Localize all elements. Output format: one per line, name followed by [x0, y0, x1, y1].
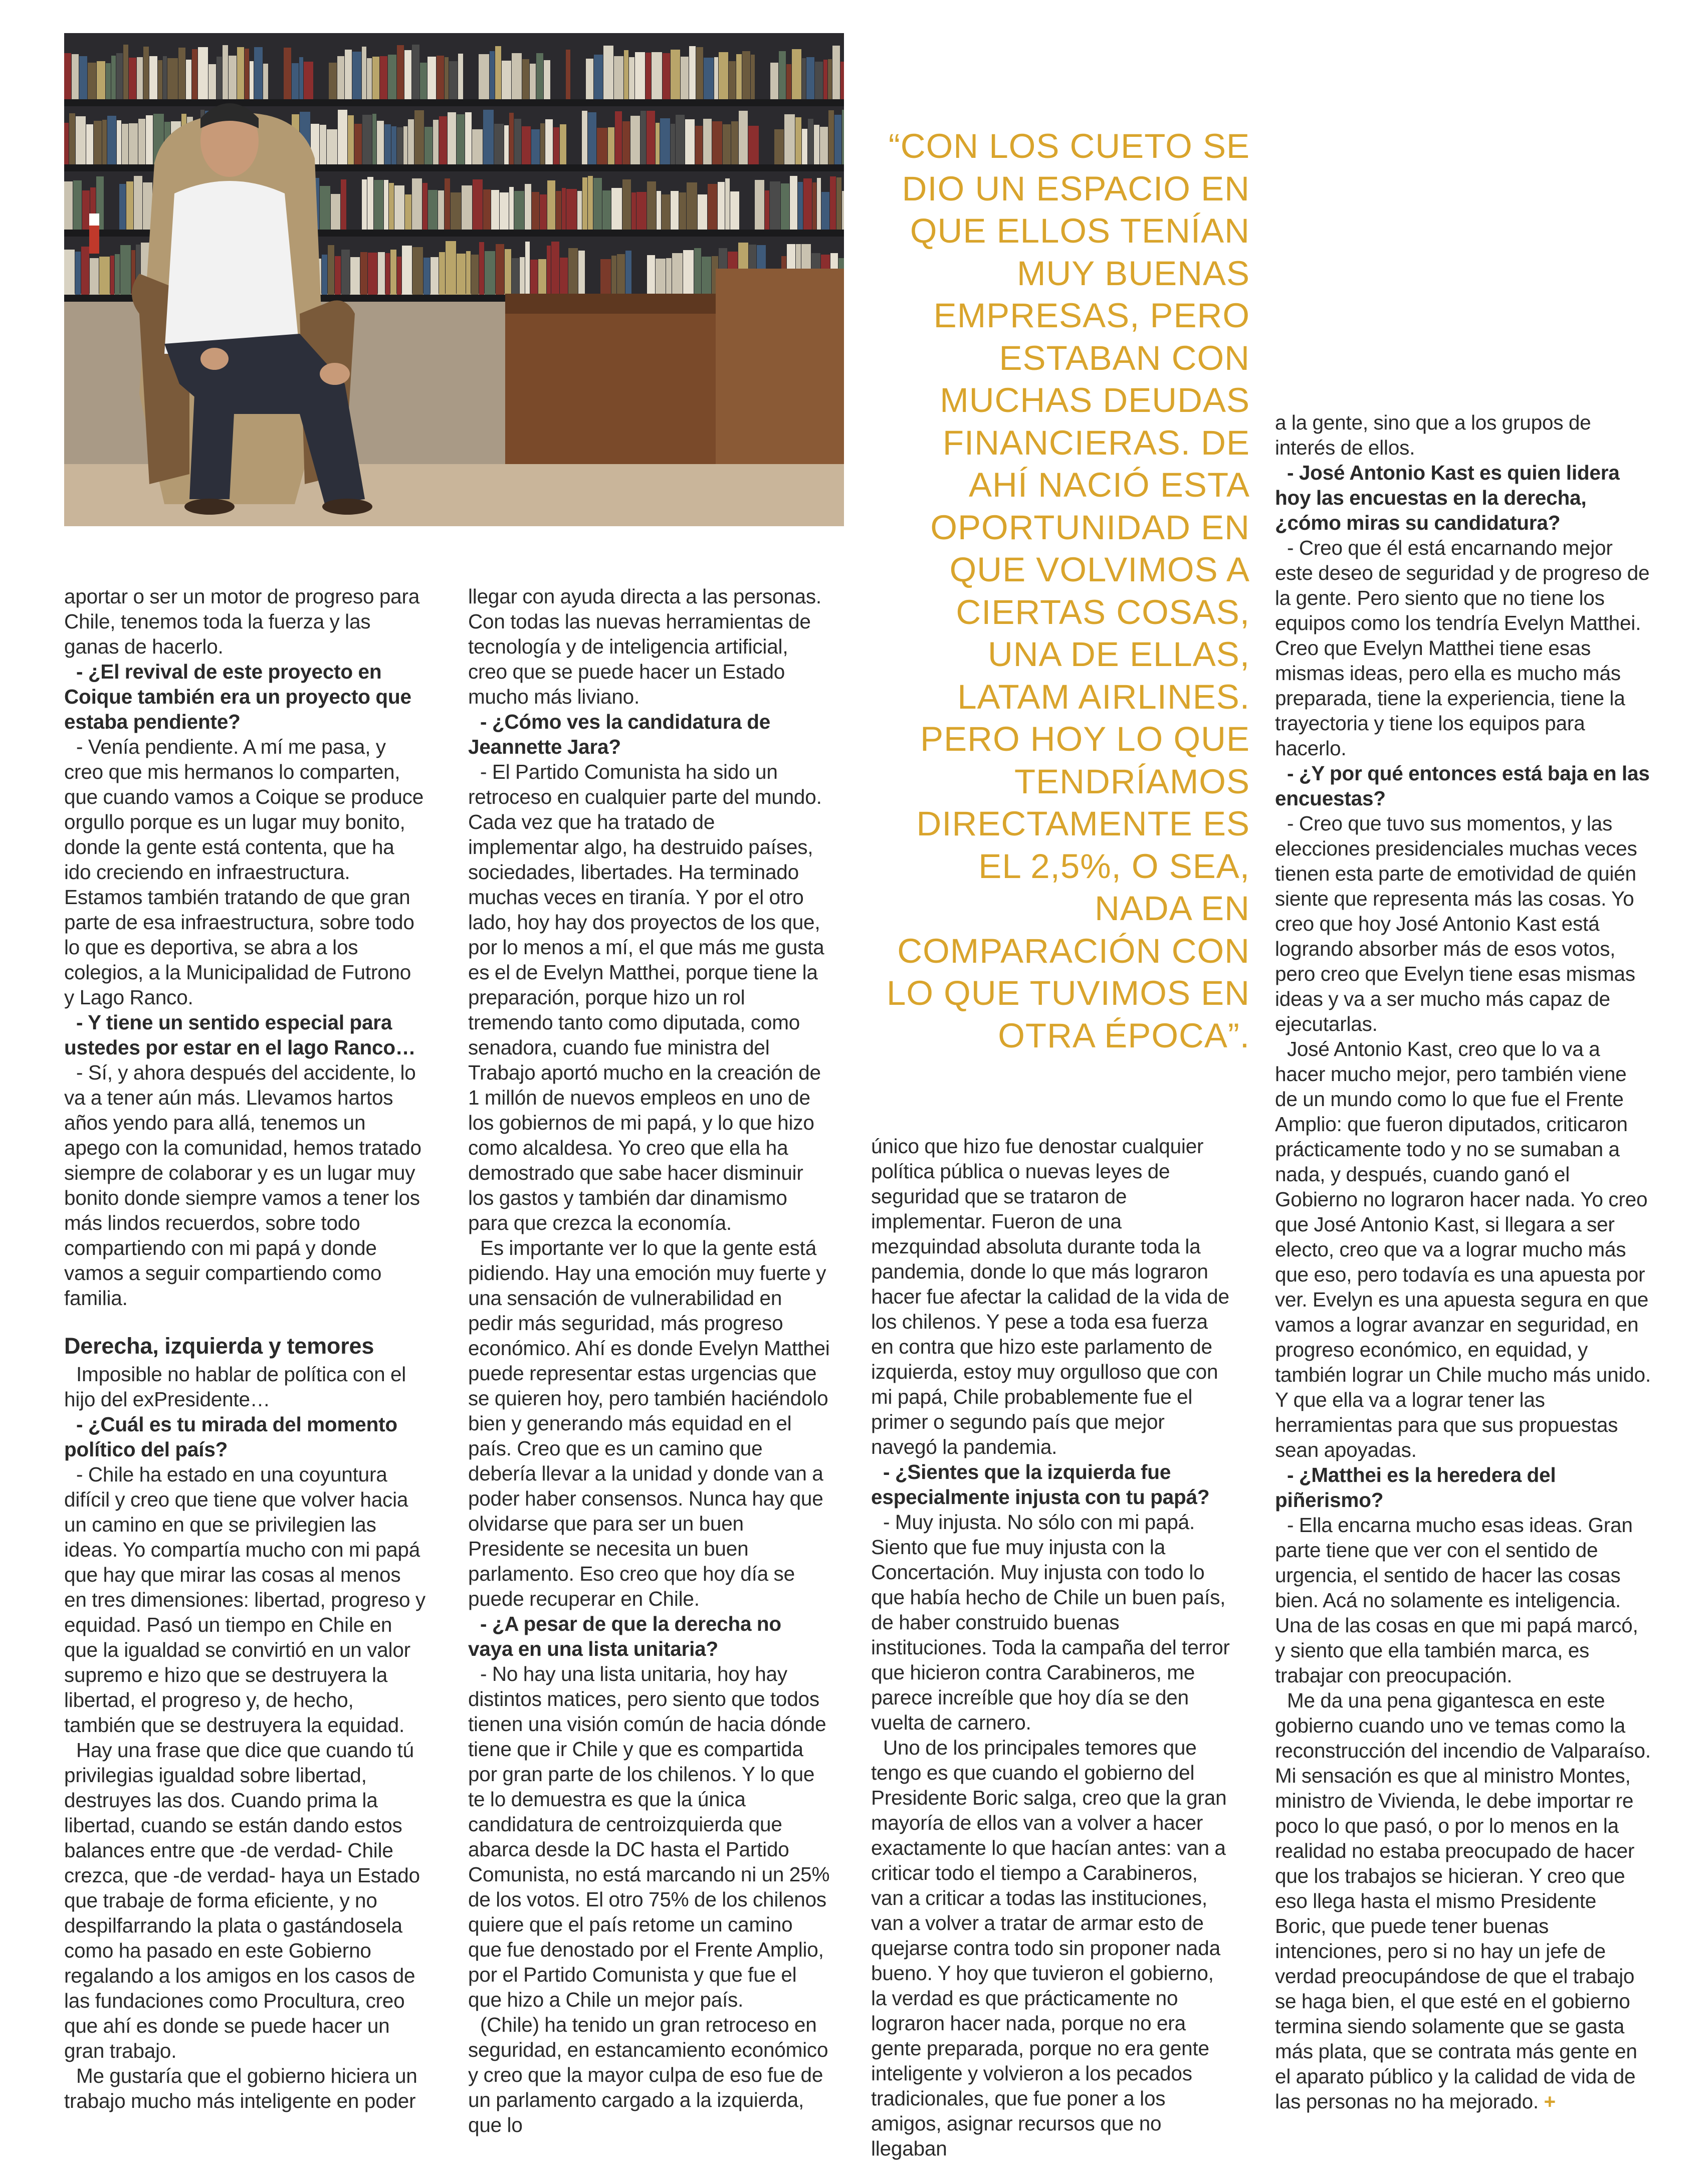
question: - ¿A pesar de que la derecha no vaya en una lista unitaria? [468, 1612, 781, 1660]
answer: - Sí, y ahora después del accidente, lo va a tener aún más. Llevamos hartos años yendo para allá, tenemos un apego con la comunidad, hemos tratado siempre de colaborar y es un lugar muy bonito donde siempre vamos a tener los más lindos recuerdos, sobre todo compartiendo con mi papá y donde vamos a seguir compartiendo como familia. [64, 1061, 421, 1310]
answer: - Muy injusta. No sólo con mi papá. Siento que fue muy injusta con la Concertación. Muy injusta con todo lo que había hecho de Chile un buen país, de haber construido buenas instituciones. Toda la campaña del terror que hicieron contra Carabineros, me parece increíble que hoy día se den vuelta de carnero. [871, 1510, 1230, 1734]
paragraph: Me gustaría que el gobierno hiciera un trabajo mucho más inteligente en poder [64, 2064, 417, 2112]
paragraph: Imposible no hablar de política con el hijo del exPresidente… [64, 1363, 406, 1411]
answer: - Creo que él está encarnando mejor este deseo de seguridad y de progreso de la gente. Pero siento que no tiene los equipos como los tendría Evelyn Matthei. Creo que Evelyn Matthei tiene esas mismas ideas, pero ella es mucho más preparada, tiene la experiencia, tiene la trayectoria y tiene los equipos para hacerlo. [1275, 536, 1650, 760]
article-column-4 [1275, 410, 1652, 2114]
question: - ¿Y por qué entonces está baja en las encuestas? [1275, 762, 1650, 810]
article-column-1 [64, 584, 426, 2113]
paragraph: Es importante ver lo que la gente está pidiendo. Hay una emoción muy fuerte y una sensación de vulnerabilidad en pedir más seguridad, más progreso económico. Ahí es donde Evelyn Matthei puede representar estas urgencias que se quieren hoy, pero también haciéndolo bien y generando más equidad en el país. Creo que es un camino que debería llevar a la unidad y donde van a poder haber consensos. Nunca hay que olvidarse que para ser un buen Presidente se necesita un buen parlamento. Eso creo que hoy día se puede recuperar en Chile. [468, 1236, 830, 1610]
paragraph: Hay una frase que dice que cuando tú privilegias igualdad sobre libertad, destruyes las dos. Cuando prima la libertad, cuando se están dando estos balances entre que -de verdad- Chile crezca, que -de verdad- haya un Estado que trabaje de forma eficiente, y no despilfarrando la plata o gastándosela como ha pasado en este Gobierno regalando a los amigos en los casos de las fundaciones como Procultura, creo que ahí es donde se puede hacer un gran trabajo. [64, 1739, 420, 2062]
paragraph: llegar con ayuda directa a las personas. Con todas las nuevas herramientas de tecnología y de inteligencia artificial, creo que se puede hacer un Estado mucho más liviano. [468, 585, 821, 708]
paragraph-text: Me da una pena gigantesca en este gobierno cuando uno ve temas como la reconstrucción del incendio de Valparaíso. Mi sensación es que al ministro Montes, ministro de Vivienda, le debe importar re poco lo que pasó, o por lo menos en la realidad no estaba preocupado de hacer que los trabajos se hicieran. Y creo que eso llega hasta el mismo Presidente Boric, que puede tener buenas intenciones, pero si no hay un jefe de verdad preocupándose de que el trabajo se haga bien, el que esté en el gobierno termina siendo solamente que se gasta más plata, que se contrata más gente en el aparato público y la calidad de vida de las personas no ha mejorado. [1275, 1689, 1651, 2113]
article-photo [64, 33, 844, 526]
pull-quote: “CON LOS CUETO SE DIO UN ESPACIO EN QUE ELLOS TENÍAN MUY BUENAS EMPRESAS, PERO ESTABAN CON MUCHAS DEUDAS FINANCIERAS. DE AHÍ NACIÓ ESTA OPORTUNIDAD EN QUE VOLVIMOS A CIERTAS COSAS, UNA DE ELLAS, LATAM AIRLINES. PERO HOY LO QUE TENDRÍAMOS DIRECTAMENTE ES EL 2,5%, O SEA, NADA EN COMPARACIÓN CON LO QUE TUVIMOS EN OTRA ÉPOCA”. [886, 127, 1250, 1055]
article-column-2 [468, 584, 830, 2137]
answer: - No hay una lista unitaria, hoy hay distintos matices, pero siento que todos tienen una visión común de hacia dónde tiene que ir Chile y que es compartida por gran parte de los chilenos. Y lo que te lo demuestra es que la única candidatura de centroizquierda que abarca desde la DC hasta el Partido Comunista, no está marcando ni un 25% de los votos. El otro 75% de los chilenos quiere que el país retome un camino que fue denostado por el Frente Amplio, por el Partido Comunista y que fue el que hizo a Chile un mejor país. [468, 1662, 830, 2011]
paragraph: Uno de los principales temores que tengo es que cuando el gobierno del Presidente Boric salga, creo que la gran mayoría de ellos van a volver a hacer exactamente lo que hacían antes: van a criticar todo el tiempo a Carabineros, van a criticar a todas las instituciones, van a volver a tratar de armar esto de quejarse contra todo sin proponer nada bueno. Y hoy que tuvieron el gobierno, la verdad es que prácticamente no lograron hacer nada, porque no era gente preparada, porque no era gente inteligente y volvieron a los pecados tradicionales, que fue poner a los amigos, asignar recursos que no llegaban [871, 1736, 1227, 2160]
question: - Y tiene un sentido especial para ustedes por estar en el lago Ranco… [64, 1011, 416, 1059]
paragraph: José Antonio Kast, creo que lo va a hacer mucho mejor, pero también viene de un mundo como lo que fue el Frente Amplio: que fueron diputados, criticaron prácticamente todo y no se sumaban a nada, y después, cuando ganó el Gobierno no lograron hacer nada. Yo creo que José Antonio Kast, si llegara a ser electo, creo que va a lograr mucho más que eso, pero todavía es una apuesta por ver. Evelyn es una apuesta segura en que vamos a lograr avanzar en seguridad, en progreso económico, en equidad, y también lograr un Chile mucho más unido. Y que ella va a lograr tener las herramientas para que sus propuestas sean apoyadas. [1275, 1037, 1651, 1461]
section-subheading: Derecha, izquierda y temores [64, 1333, 374, 1359]
paragraph: (Chile) ha tenido un gran retroceso en seguridad, en estancamiento económico y creo que la mayor culpa de eso fue de un parlamento cargado a la izquierda, que lo [468, 2013, 828, 2136]
question: - ¿Sientes que la izquierda fue especialmente injusta con tu papá? [871, 1460, 1210, 1508]
end-mark-icon: + [1544, 2090, 1556, 2113]
paragraph-last [1275, 1688, 1652, 2114]
answer: - El Partido Comunista ha sido un retroceso en cualquier parte del mundo. Cada vez que ha tratado de implementar algo, ha destruido países, sociedades, libertades. Ha terminado muchas veces en tiranía. Y por el otro lado, hoy hay dos proyectos de los que, por lo menos a mí, el que más me gusta es el de Evelyn Matthei, porque tiene la preparación, porque hizo un rol tremendo tanto como diputada, como senadora, cuando fue ministra del Trabajo aportó mucho en la creación de 1 millón de nuevos empleos en uno de los gobiernos de mi papá, y lo que hizo como alcaldesa. Yo creo que ella ha demostrado que sabe hacer disminuir los gastos y también dar dinamismo para que crezca la economía. [468, 760, 824, 1234]
answer: - Ella encarna mucho esas ideas. Gran parte tiene que ver con el sentido de urgencia, el sentido de hacer las cosas bien. Acá no solamente es inteligencia. Una de las cosas en que mi papá marcó, y siento que ella también marca, es trabajar con preocupación. [1275, 1514, 1638, 1687]
article-column-3 [871, 1134, 1233, 2161]
question: - ¿El revival de este proyecto en Coique también era un proyecto que estaba pendiente? [64, 660, 411, 733]
question: - ¿Matthei es la heredera del piñerismo? [1275, 1463, 1556, 1511]
question: - ¿Cuál es tu mirada del momento político del país? [64, 1413, 397, 1461]
answer: - Venía pendiente. A mí me pasa, y creo que mis hermanos lo comparten, que cuando vamos a Coique se produce orgullo porque es un lugar muy bonito, donde la gente está contenta, que ha ido creciendo en infraestructura. Estamos también tratando de que gran parte de esa infraestructura, sobre todo lo que es deportiva, se abra a los colegios, a la Municipalidad de Futrono y Lago Ranco. [64, 735, 424, 1009]
answer: - Chile ha estado en una coyuntura difícil y creo que tiene que volver hacia un camino en que se privilegien las ideas. Yo compartía mucho con mi papá que hay que mirar las cosas al menos en tres dimensiones: libertad, progreso y equidad. Pasó un tiempo en Chile en que la igualdad se convirtió en un valor supremo e hizo que se destruyera la libertad, el progreso y, de hecho, también que se destruyera la equidad. [64, 1463, 425, 1737]
question: - José Antonio Kast es quien lidera hoy las encuestas en la derecha, ¿cómo miras su candidatura? [1275, 461, 1620, 534]
paragraph: a la gente, sino que a los grupos de interés de ellos. [1275, 411, 1591, 459]
photo-illustration [64, 33, 844, 526]
paragraph: único que hizo fue denostar cualquier política pública o nuevas leyes de seguridad que se trataron de implementar. Fueron de una mezquindad absoluta durante toda la pandemia, donde lo que más lograron hacer fue afectar la calidad de la vida de los chilenos. Y pese a toda esa fuerza en contra que hizo este parlamento de izquierda, estoy muy orgulloso que con mi papá, Chile probablemente fue el primer o segundo país que mejor navegó la pandemia. [871, 1135, 1229, 1458]
paragraph: aportar o ser un motor de progreso para Chile, tenemos toda la fuerza y las ganas de hacerlo. [64, 585, 420, 658]
question: - ¿Cómo ves la candidatura de Jeannette Jara? [468, 710, 771, 758]
answer: - Creo que tuvo sus momentos, y las elecciones presidenciales muchas veces tienen esta parte de emotividad de quién siente que representa más las cosas. Yo creo que hoy José Antonio Kast está logrando absorber más de esos votos, pero creo que Evelyn tiene esas mismas ideas y va a ser mucho más capaz de ejecutarlas. [1275, 812, 1637, 1035]
